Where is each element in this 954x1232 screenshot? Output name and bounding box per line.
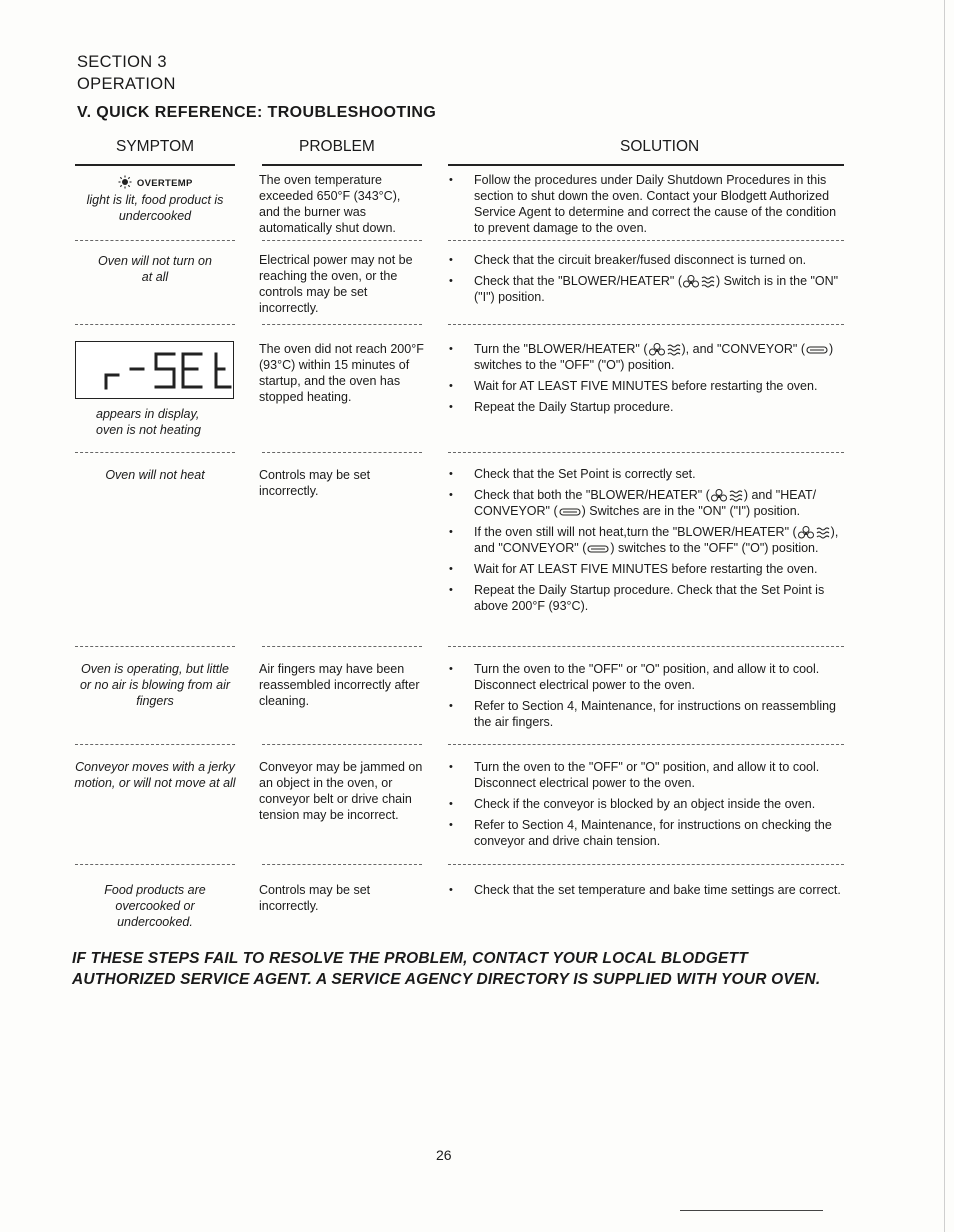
symptom-text: Conveyor moves with a jerky motion, or will not move at all (74, 760, 236, 790)
row-divider (448, 452, 844, 453)
bullet-icon: • (449, 343, 453, 355)
solution-item (447, 487, 843, 519)
solution-text: Repeat the Daily Startup procedure. (474, 400, 674, 414)
bullet-icon: • (449, 663, 453, 675)
display-readout (75, 341, 234, 399)
solution-item (447, 759, 843, 791)
bullet-icon: • (449, 819, 453, 831)
row-divider (75, 646, 235, 647)
row-divider (262, 646, 422, 647)
section-number: SECTION 3 (77, 53, 167, 71)
problem-text: Electrical power may not be reaching the oven, or the controls may be set incorrectly. (259, 253, 413, 315)
solution-item (447, 796, 843, 812)
contact-service-note: IF THESE STEPS FAIL TO RESOLVE THE PROBLEM, CONTACT YOUR LOCAL BLODGETT AUTHORIZED SERVICE AGENT. A SERVICE AGENCY DIRECTORY IS SUPPLIED WITH YOUR OVEN. (72, 950, 821, 988)
solution-text: ) switches to the "OFF" ("O") position. (474, 342, 834, 372)
solution-list (447, 252, 843, 310)
solution-text: Wait for AT LEAST FIVE MINUTES before restarting the oven. (474, 379, 818, 393)
bullet-icon: • (449, 380, 453, 392)
footer-rule (680, 1210, 823, 1211)
problem-column-header: PROBLEM (299, 138, 375, 155)
solution-text: If the oven still will not heat,turn the "BLOWER/HEATER" ( (474, 525, 797, 539)
solution-item (447, 661, 843, 693)
row-divider (448, 864, 844, 865)
symptom-header-rule (75, 164, 235, 166)
symptom-text: Oven is operating, but little or no air is blowing from air fingers (79, 662, 231, 708)
blower-icon (683, 275, 699, 288)
solution-text: , and "CONVEYOR" ( (685, 342, 805, 356)
row-divider (262, 744, 422, 745)
row-divider (262, 452, 422, 453)
solution-item (447, 882, 843, 898)
solution-item (447, 524, 843, 556)
solution-list (447, 759, 843, 854)
page-title: V. QUICK REFERENCE: TROUBLESHOOTING (77, 104, 437, 121)
problem-header-rule (262, 164, 422, 166)
row-divider (448, 324, 844, 325)
row-divider (262, 864, 422, 865)
problem-text: Conveyor may be jammed on an object in the oven, or conveyor belt or drive chain tension may be incorrect. (259, 760, 423, 822)
solution-item: • Check that the "BLOWER/HEATER" ( ) Switch is in the "ON" ("I") position. (449, 274, 839, 304)
solution-text: Turn the oven to the "OFF" or "O" position, and allow it to cool. Disconnect electrical power to the oven. (474, 662, 820, 692)
solution-list (447, 172, 843, 241)
row-divider (262, 240, 422, 241)
symptom-text: appears in display, oven is not heating (96, 407, 201, 437)
bullet-icon: • (449, 489, 453, 501)
symptom-overtemp (74, 174, 236, 224)
symptom-text: Oven will not heat (105, 468, 205, 482)
bullet-icon: • (449, 275, 453, 287)
bullet-icon: • (449, 884, 453, 896)
row-divider (448, 646, 844, 647)
solution-text: Turn the "BLOWER/HEATER" (474, 342, 640, 356)
solution-text: Wait for AT LEAST FIVE MINUTES before restarting the oven. (474, 562, 818, 576)
solution-text: Check that the "BLOWER/HEATER" (474, 274, 675, 288)
solution-header-rule (448, 164, 844, 166)
problem-text: Controls may be set incorrectly. (259, 468, 371, 498)
solution-item (447, 252, 843, 268)
solution-text: Switch is in the "ON" ("I") position. (474, 274, 839, 304)
solution-item (447, 817, 843, 849)
row-divider (262, 324, 422, 325)
solution-text: Follow the procedures under Daily Shutdown Procedures in this section to shut down the oven. Contact your Blodgett Authorized Service Agent to determine and correct the cause of the condition to prevent damage to the oven. (474, 173, 837, 235)
solution-item (447, 172, 843, 236)
bullet-icon: • (449, 563, 453, 575)
blower-icon (711, 489, 727, 502)
solution-text: Check that both the "BLOWER/HEATER" ( (474, 488, 710, 502)
row-divider (75, 864, 235, 865)
problem-text: The oven did not reach 200°F (93°C) within 15 minutes of startup, and the oven has stopped heating. (259, 342, 424, 404)
bullet-icon: • (449, 468, 453, 480)
problem-text: The oven temperature exceeded 650°F (343°C), and the burner was automatically shut down. (259, 173, 401, 235)
seven-segment-display-icon (76, 342, 233, 398)
solution-item (447, 582, 843, 614)
solution-item (447, 378, 843, 394)
row-divider (448, 744, 844, 745)
solution-list (447, 466, 843, 619)
blower-icon (798, 526, 814, 539)
heater-icon (729, 489, 743, 502)
conveyor-icon (559, 506, 581, 518)
section-name: OPERATION (77, 75, 176, 93)
page-edge-line (944, 0, 945, 1232)
row-divider (448, 240, 844, 241)
conveyor-icon (587, 543, 609, 555)
overtemp-light-icon (118, 175, 132, 189)
solution-text: Check that the set temperature and bake time settings are correct. (474, 883, 841, 897)
solution-text: Refer to Section 4, Maintenance, for instructions on reassembling the air fingers. (474, 699, 836, 729)
bullet-icon: • (449, 526, 453, 538)
solution-item (447, 561, 843, 577)
bullet-icon: • (449, 700, 453, 712)
page-number: 26 (436, 1147, 452, 1163)
solution-item (447, 466, 843, 482)
row-divider (75, 744, 235, 745)
solution-item (447, 399, 843, 415)
blower-icon (649, 343, 665, 356)
solution-item: • Turn the "BLOWER/HEATER" ( ), and "CONVEYOR" ( ) switches to the "OFF" ("O") position. (449, 342, 834, 372)
solution-list (447, 661, 843, 735)
bullet-icon: • (449, 174, 453, 186)
row-divider (75, 240, 235, 241)
symptom-text: Food products are overcooked or undercooked. (104, 883, 206, 929)
solution-text: Refer to Section 4, Maintenance, for instructions on checking the conveyor and drive chain tension. (474, 818, 832, 848)
heater-icon (667, 343, 681, 356)
row-divider (75, 324, 235, 325)
bullet-icon: • (449, 798, 453, 810)
solution-text: Turn the oven to the "OFF" or "O" position, and allow it to cool. Disconnect electrical power to the oven. (474, 760, 820, 790)
bullet-icon: • (449, 584, 453, 596)
symptom-text: Oven will not turn on at all (98, 254, 212, 284)
heater-icon (701, 275, 715, 288)
solution-list (447, 882, 843, 903)
problem-text: Air fingers may have been reassembled incorrectly after cleaning. (259, 662, 420, 708)
bullet-icon: • (449, 254, 453, 266)
solution-list (447, 341, 843, 420)
solution-column-header: SOLUTION (620, 138, 700, 155)
bullet-icon: • (449, 761, 453, 773)
overtemp-label: OVERTEMP (136, 178, 193, 189)
conveyor-icon (806, 344, 828, 356)
solution-text: ) and "HEAT/ CONVEYOR" ( (474, 488, 817, 518)
display-code-text (0, 0, 1, 1)
problem-text: Controls may be set incorrectly. (259, 883, 371, 913)
symptom-column-header: SYMPTOM (116, 138, 195, 155)
row-divider (75, 452, 235, 453)
solution-text: ) Switches are in the "ON" ("I") position. (581, 504, 801, 518)
solution-text: Check if the conveyor is blocked by an object inside the oven. (474, 797, 816, 811)
solution-text: ), and "CONVEYOR" ( (474, 525, 839, 555)
heater-icon (816, 526, 830, 539)
solution-text: Check that the circuit breaker/fused disconnect is turned on. (474, 253, 807, 267)
solution-item (447, 698, 843, 730)
solution-text: Check that the Set Point is correctly set. (474, 467, 696, 481)
solution-text: Repeat the Daily Startup procedure. Check that the Set Point is above 200°F (93°C). (474, 583, 825, 613)
bullet-icon: • (449, 401, 453, 413)
symptom-text: light is lit, food product is undercooked (86, 193, 224, 223)
solution-text: ) switches to the "OFF" ("O") position. (610, 541, 819, 555)
